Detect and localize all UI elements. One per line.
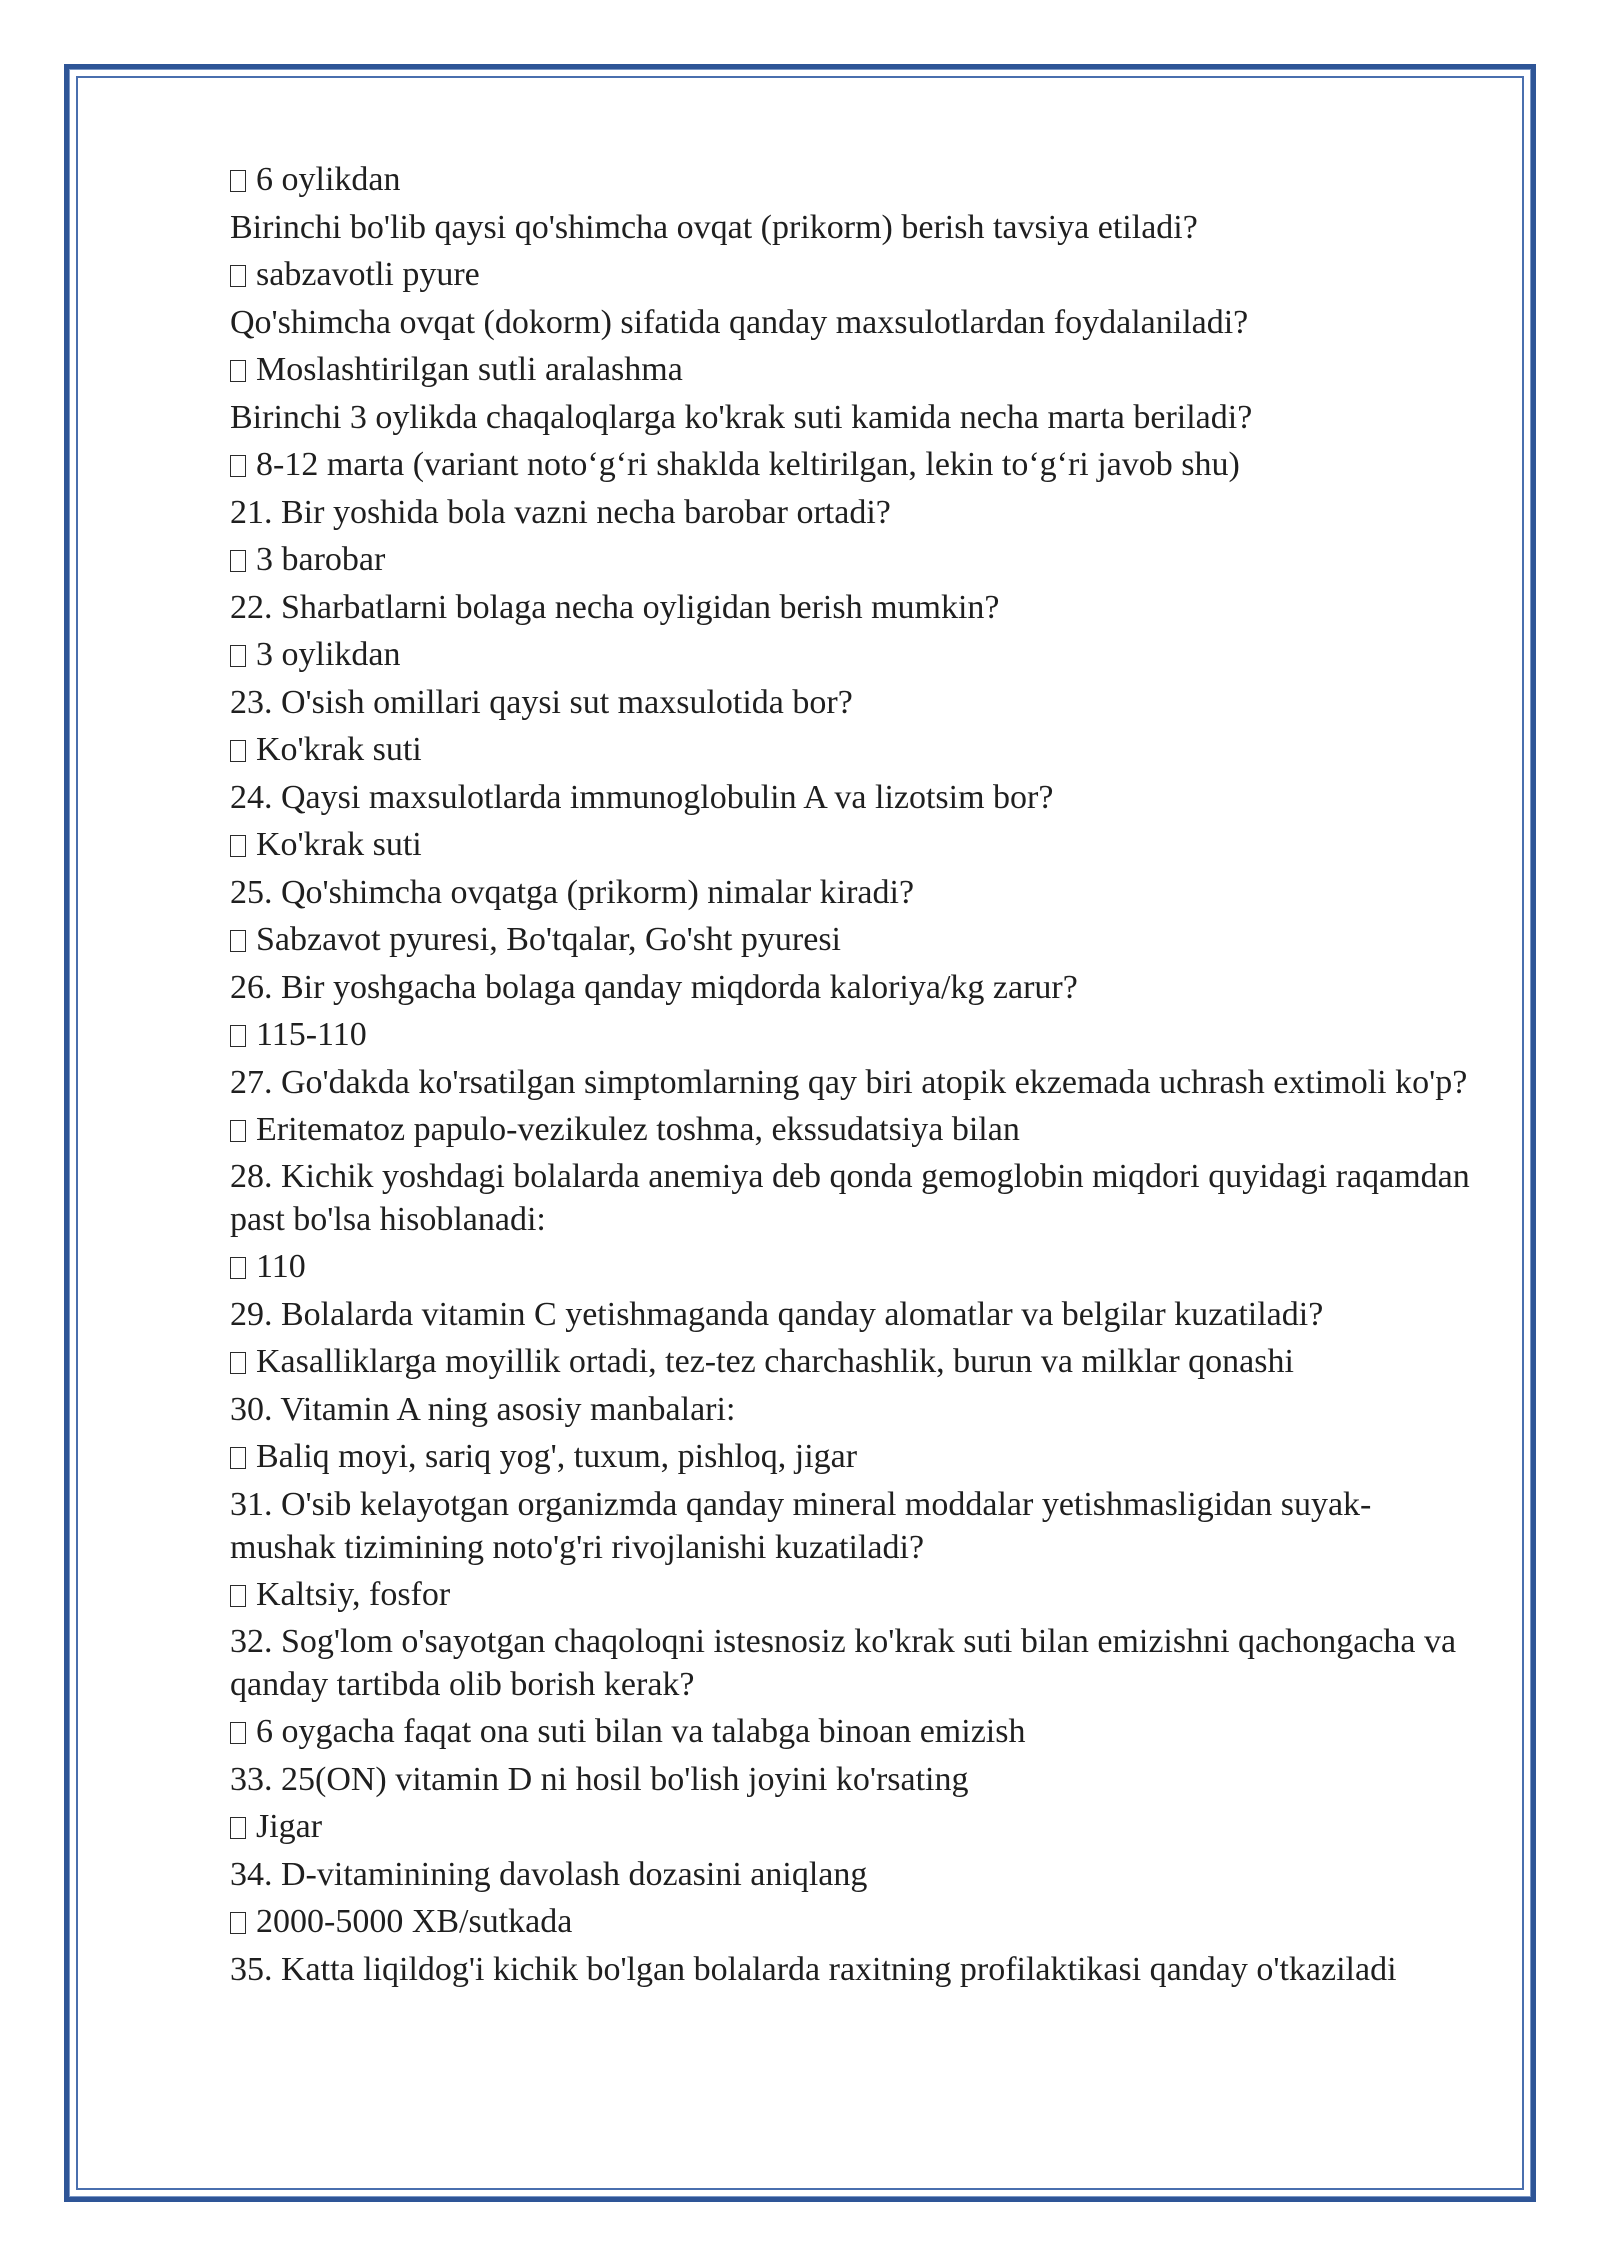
answer-line (230, 536, 1470, 584)
checkbox-glyph-icon (230, 1120, 246, 1142)
answer-text: 8-12 marta (variant noto‘g‘ri shaklda keltirilgan, lekin to‘g‘ri javob shu) (256, 446, 1240, 483)
checkbox-glyph-icon (230, 930, 246, 952)
question-line (230, 299, 1470, 347)
question-text: 22. Sharbatlarni bolaga necha oyligidan berish mumkin? (230, 588, 1000, 626)
question-line (230, 1386, 1470, 1434)
answer-text: Kaltsiy, fosfor (256, 1575, 451, 1613)
answer-text: 3 oylikdan (256, 636, 401, 673)
answer-text: Moslashtirilgan sutli aralashma (256, 351, 683, 388)
checkbox-glyph-icon (230, 1257, 246, 1279)
answer-line (230, 1708, 1470, 1756)
answer-text: 6 oylikdan (256, 161, 401, 198)
question-text: 29. Bolalarda vitamin C yetishmaganda qanday alomatlar va belgilar kuzatiladi? (230, 1295, 1324, 1333)
question-line (230, 489, 1470, 537)
checkbox-glyph-icon (230, 740, 246, 762)
answer-line (230, 1803, 1470, 1851)
checkbox-glyph-icon (230, 1585, 246, 1607)
question-text: 28. Kichik yoshdagi bolalarda anemiya deb qonda gemoglobin miqdori quyidagi raqamdan past bo'lsa hisoblanadi: (230, 1158, 1470, 1238)
checkbox-glyph-icon (230, 645, 246, 667)
answer-text: 2000-5000 XB/sutkada (256, 1903, 573, 1940)
answer-text: 6 oygacha faqat ona suti bilan va talabga binoan emizish (256, 1713, 1026, 1750)
answer-line (230, 1106, 1470, 1154)
answer-line (230, 1243, 1470, 1291)
question-line (230, 1851, 1470, 1899)
answer-line (230, 726, 1470, 774)
question-text: 31. O'sib kelayotgan organizmda qanday mineral moddalar yetishmasligidan suyak-mushak tizimining noto'g'ri rivojlanishi kuzatiladi? (230, 1485, 1372, 1566)
answer-text: Baliq moyi, sariq yog', tuxum, pishloq, jigar (256, 1438, 858, 1475)
question-line (230, 679, 1470, 727)
question-text: Qo'shimcha ovqat (dokorm) sifatida qanday maxsulotlardan foydalaniladi? (230, 303, 1249, 341)
checkbox-glyph-icon (230, 1025, 246, 1047)
question-text: 32. Sog'lom o'sayotgan chaqoloqni istesnosiz ko'krak suti bilan emizishni qachongacha va qanday tartibda olib borish kerak? (230, 1623, 1457, 1703)
question-text: 25. Qo'shimcha ovqatga (prikorm) nimalar kiradi? (230, 873, 915, 911)
question-text: 27. Go'dakda ko'rsatilgan simptomlarning qay biri atopik ekzemada uchrash extimoli ko'p? (230, 1063, 1468, 1101)
checkbox-glyph-icon (230, 1722, 246, 1744)
answer-line (230, 1338, 1470, 1386)
question-text: Birinchi bo'lib qaysi qo'shimcha ovqat (prikorm) berish tavsiya etiladi? (230, 208, 1198, 246)
checkbox-glyph-icon (230, 170, 246, 192)
question-text: Birinchi 3 oylikda chaqaloqlarga ko'krak suti kamida necha marta beriladi? (230, 398, 1253, 436)
answer-text: sabzavotli pyure (256, 256, 480, 293)
answer-text: Ko'krak suti (256, 826, 422, 863)
checkbox-glyph-icon (230, 1817, 246, 1839)
question-text: 26. Bir yoshgacha bolaga qanday miqdorda kaloriya/kg zarur? (230, 968, 1078, 1006)
question-line (230, 1948, 1470, 1991)
answer-text: 110 (256, 1248, 306, 1285)
question-line (230, 1155, 1470, 1241)
question-line (230, 394, 1470, 442)
question-line (230, 1483, 1470, 1569)
answer-line (230, 156, 1470, 204)
question-line (230, 584, 1470, 632)
checkbox-glyph-icon (230, 835, 246, 857)
question-line (230, 1756, 1470, 1804)
answer-text: Jigar (256, 1808, 323, 1845)
checkbox-glyph-icon (230, 1447, 246, 1469)
answer-line (230, 251, 1470, 299)
question-line (230, 1620, 1470, 1706)
question-text: 33. 25(ON) vitamin D ni hosil bo'lish joyini ko'rsating (230, 1760, 969, 1798)
answer-line (230, 916, 1470, 964)
question-line (230, 1061, 1470, 1104)
question-text: 30. Vitamin A ning asosiy manbalari: (230, 1390, 736, 1428)
question-line (230, 774, 1470, 822)
answer-line (230, 1433, 1470, 1481)
question-text: 21. Bir yoshida bola vazni necha barobar ortadi? (230, 493, 891, 531)
question-line (230, 204, 1470, 252)
question-line (230, 869, 1470, 917)
answer-text: 115-110 (256, 1016, 367, 1053)
answer-line (230, 346, 1470, 394)
question-text: 24. Qaysi maxsulotlarda immunoglobulin A va lizotsim bor? (230, 778, 1054, 816)
checkbox-glyph-icon (230, 455, 246, 477)
answer-line (230, 1571, 1470, 1619)
question-text: 35. Katta liqildog'i kichik bo'lgan bolalarda raxitning profilaktikasi qanday o'tkaziladi (230, 1950, 1397, 1988)
checkbox-glyph-icon (230, 550, 246, 572)
question-line (230, 964, 1470, 1012)
answer-text: Kasalliklarga moyillik ortadi, tez-tez charchashlik, burun va milklar qonashi (256, 1343, 1294, 1380)
answer-text: 3 barobar (256, 541, 386, 578)
checkbox-glyph-icon (230, 265, 246, 287)
question-text: 34. D-vitaminining davolash dozasini aniqlang (230, 1855, 868, 1893)
checkbox-glyph-icon (230, 1912, 246, 1934)
answer-text: Sabzavot pyuresi, Bo'tqalar, Go'sht pyuresi (256, 921, 842, 958)
answer-text: Eritematoz papulo-vezikulez toshma, ekssudatsiya bilan (256, 1110, 1020, 1148)
checkbox-glyph-icon (230, 360, 246, 382)
question-line (230, 1291, 1470, 1339)
checkbox-glyph-icon (230, 1352, 246, 1374)
answer-line (230, 1011, 1470, 1059)
document-body (230, 156, 1470, 1993)
answer-line (230, 441, 1470, 489)
answer-line (230, 821, 1470, 869)
answer-line (230, 631, 1470, 679)
answer-text: Ko'krak suti (256, 731, 422, 768)
answer-line (230, 1898, 1470, 1946)
question-text: 23. O'sish omillari qaysi sut maxsulotida bor? (230, 683, 853, 721)
